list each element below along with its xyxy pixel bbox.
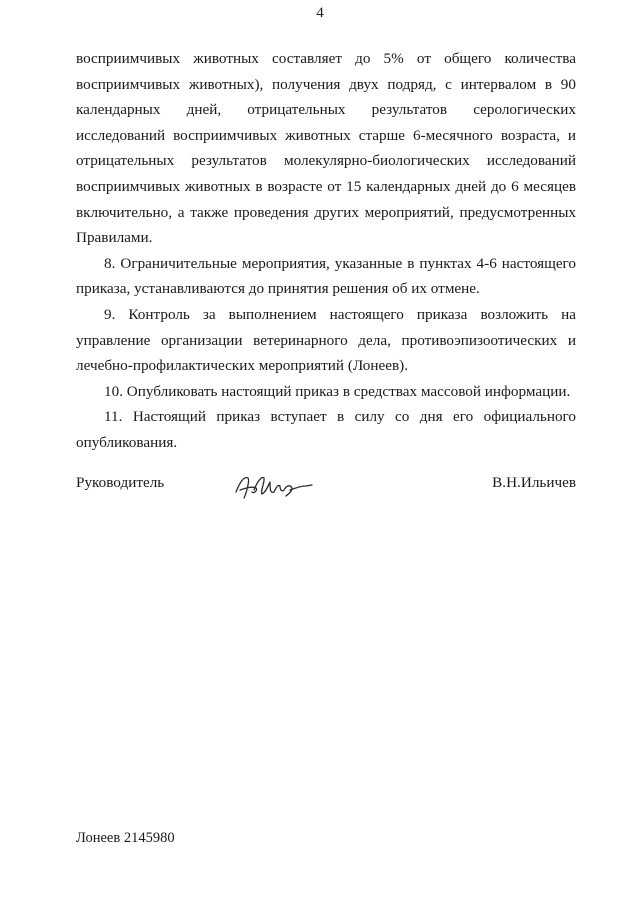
page-number: 4: [316, 5, 324, 21]
signer-name: В.Н.Ильичев: [492, 474, 576, 491]
signer-title: Руководитель: [76, 474, 165, 491]
signature-block: [76, 472, 576, 508]
paragraph-continuation: восприимчивых животных составляет до 5% от общего количества восприимчивых животных), получения двух подряд, с интервалом в 90 календарных дней, отрицательных результатов серологических исследований восприимчивых животных старше 6-месячного возраста, и отрицательных результатов молекулярно-биологических исследований восприимчивых животных в возрасте от 15 календарных дней до 6 месяцев включительно, а также проведения других мероприятий, предусмотренных Правилами.: [76, 50, 576, 247]
paragraph-item-9: 9. Контроль за выполнением настоящего приказа возложить на управление организации ветеринарного дела, противоэпизоотических и лечебно-профилактических мероприятий (Лонеев).: [76, 305, 576, 375]
handwritten-signature: [226, 468, 316, 504]
document-body: [76, 46, 576, 456]
paragraph-item-8: 8. Ограничительные мероприятия, указанные в пунктах 4-6 настоящего приказа, устанавливаются до принятия решения об их отмене.: [76, 254, 576, 298]
executor-footer: Лонеев 2145980: [76, 830, 175, 846]
paragraph-item-10: 10. Опубликовать настоящий приказ в средствах массовой информации.: [104, 382, 571, 400]
paragraph-item-11: 11. Настоящий приказ вступает в силу со дня его официального опубликования.: [76, 408, 576, 451]
